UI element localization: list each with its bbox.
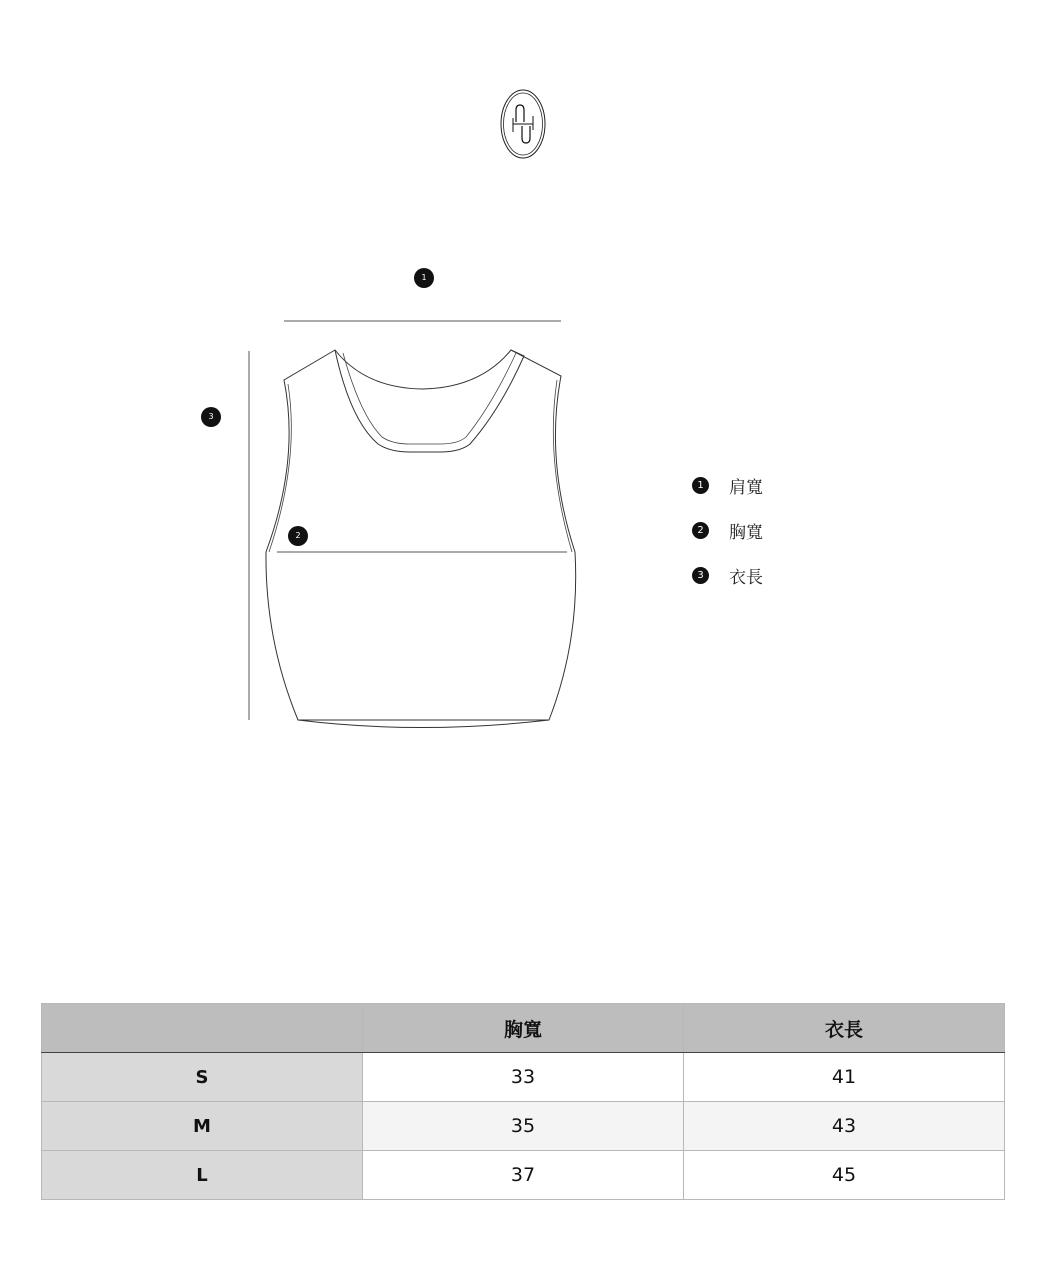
cell-chest: 35: [363, 1102, 684, 1151]
tank-top-sketch: [240, 310, 580, 740]
legend-num-1: 1: [692, 477, 709, 494]
cell-length: 43: [684, 1102, 1005, 1151]
marker-shoulder: 1: [414, 268, 434, 288]
legend-num-3: 3: [692, 567, 709, 584]
legend-item-chest: [692, 519, 763, 541]
marker-length: 3: [201, 407, 221, 427]
header-chest: 胸寬: [363, 1004, 684, 1053]
header-length: 衣長: [684, 1004, 1005, 1053]
measurement-legend: [692, 474, 763, 609]
legend-label-shoulder: 肩寬: [729, 477, 763, 498]
legend-label-chest: 胸寬: [729, 522, 763, 543]
row-size-label: L: [42, 1151, 363, 1200]
table-row: [42, 1151, 1005, 1200]
marker-chest: 2: [288, 526, 308, 546]
table-row: [42, 1053, 1005, 1102]
cell-length: 45: [684, 1151, 1005, 1200]
row-size-label: M: [42, 1102, 363, 1151]
cell-chest: 33: [363, 1053, 684, 1102]
size-chart-table: [41, 1003, 1005, 1200]
legend-item-length: [692, 564, 763, 586]
table-header-row: [42, 1004, 1005, 1053]
legend-label-length: 衣長: [729, 567, 763, 588]
brand-logo: [499, 88, 547, 160]
cell-length: 41: [684, 1053, 1005, 1102]
header-size: [42, 1004, 363, 1053]
table-row: [42, 1102, 1005, 1151]
legend-num-2: 2: [692, 522, 709, 539]
legend-item-shoulder: [692, 474, 763, 496]
row-size-label: S: [42, 1053, 363, 1102]
cell-chest: 37: [363, 1151, 684, 1200]
